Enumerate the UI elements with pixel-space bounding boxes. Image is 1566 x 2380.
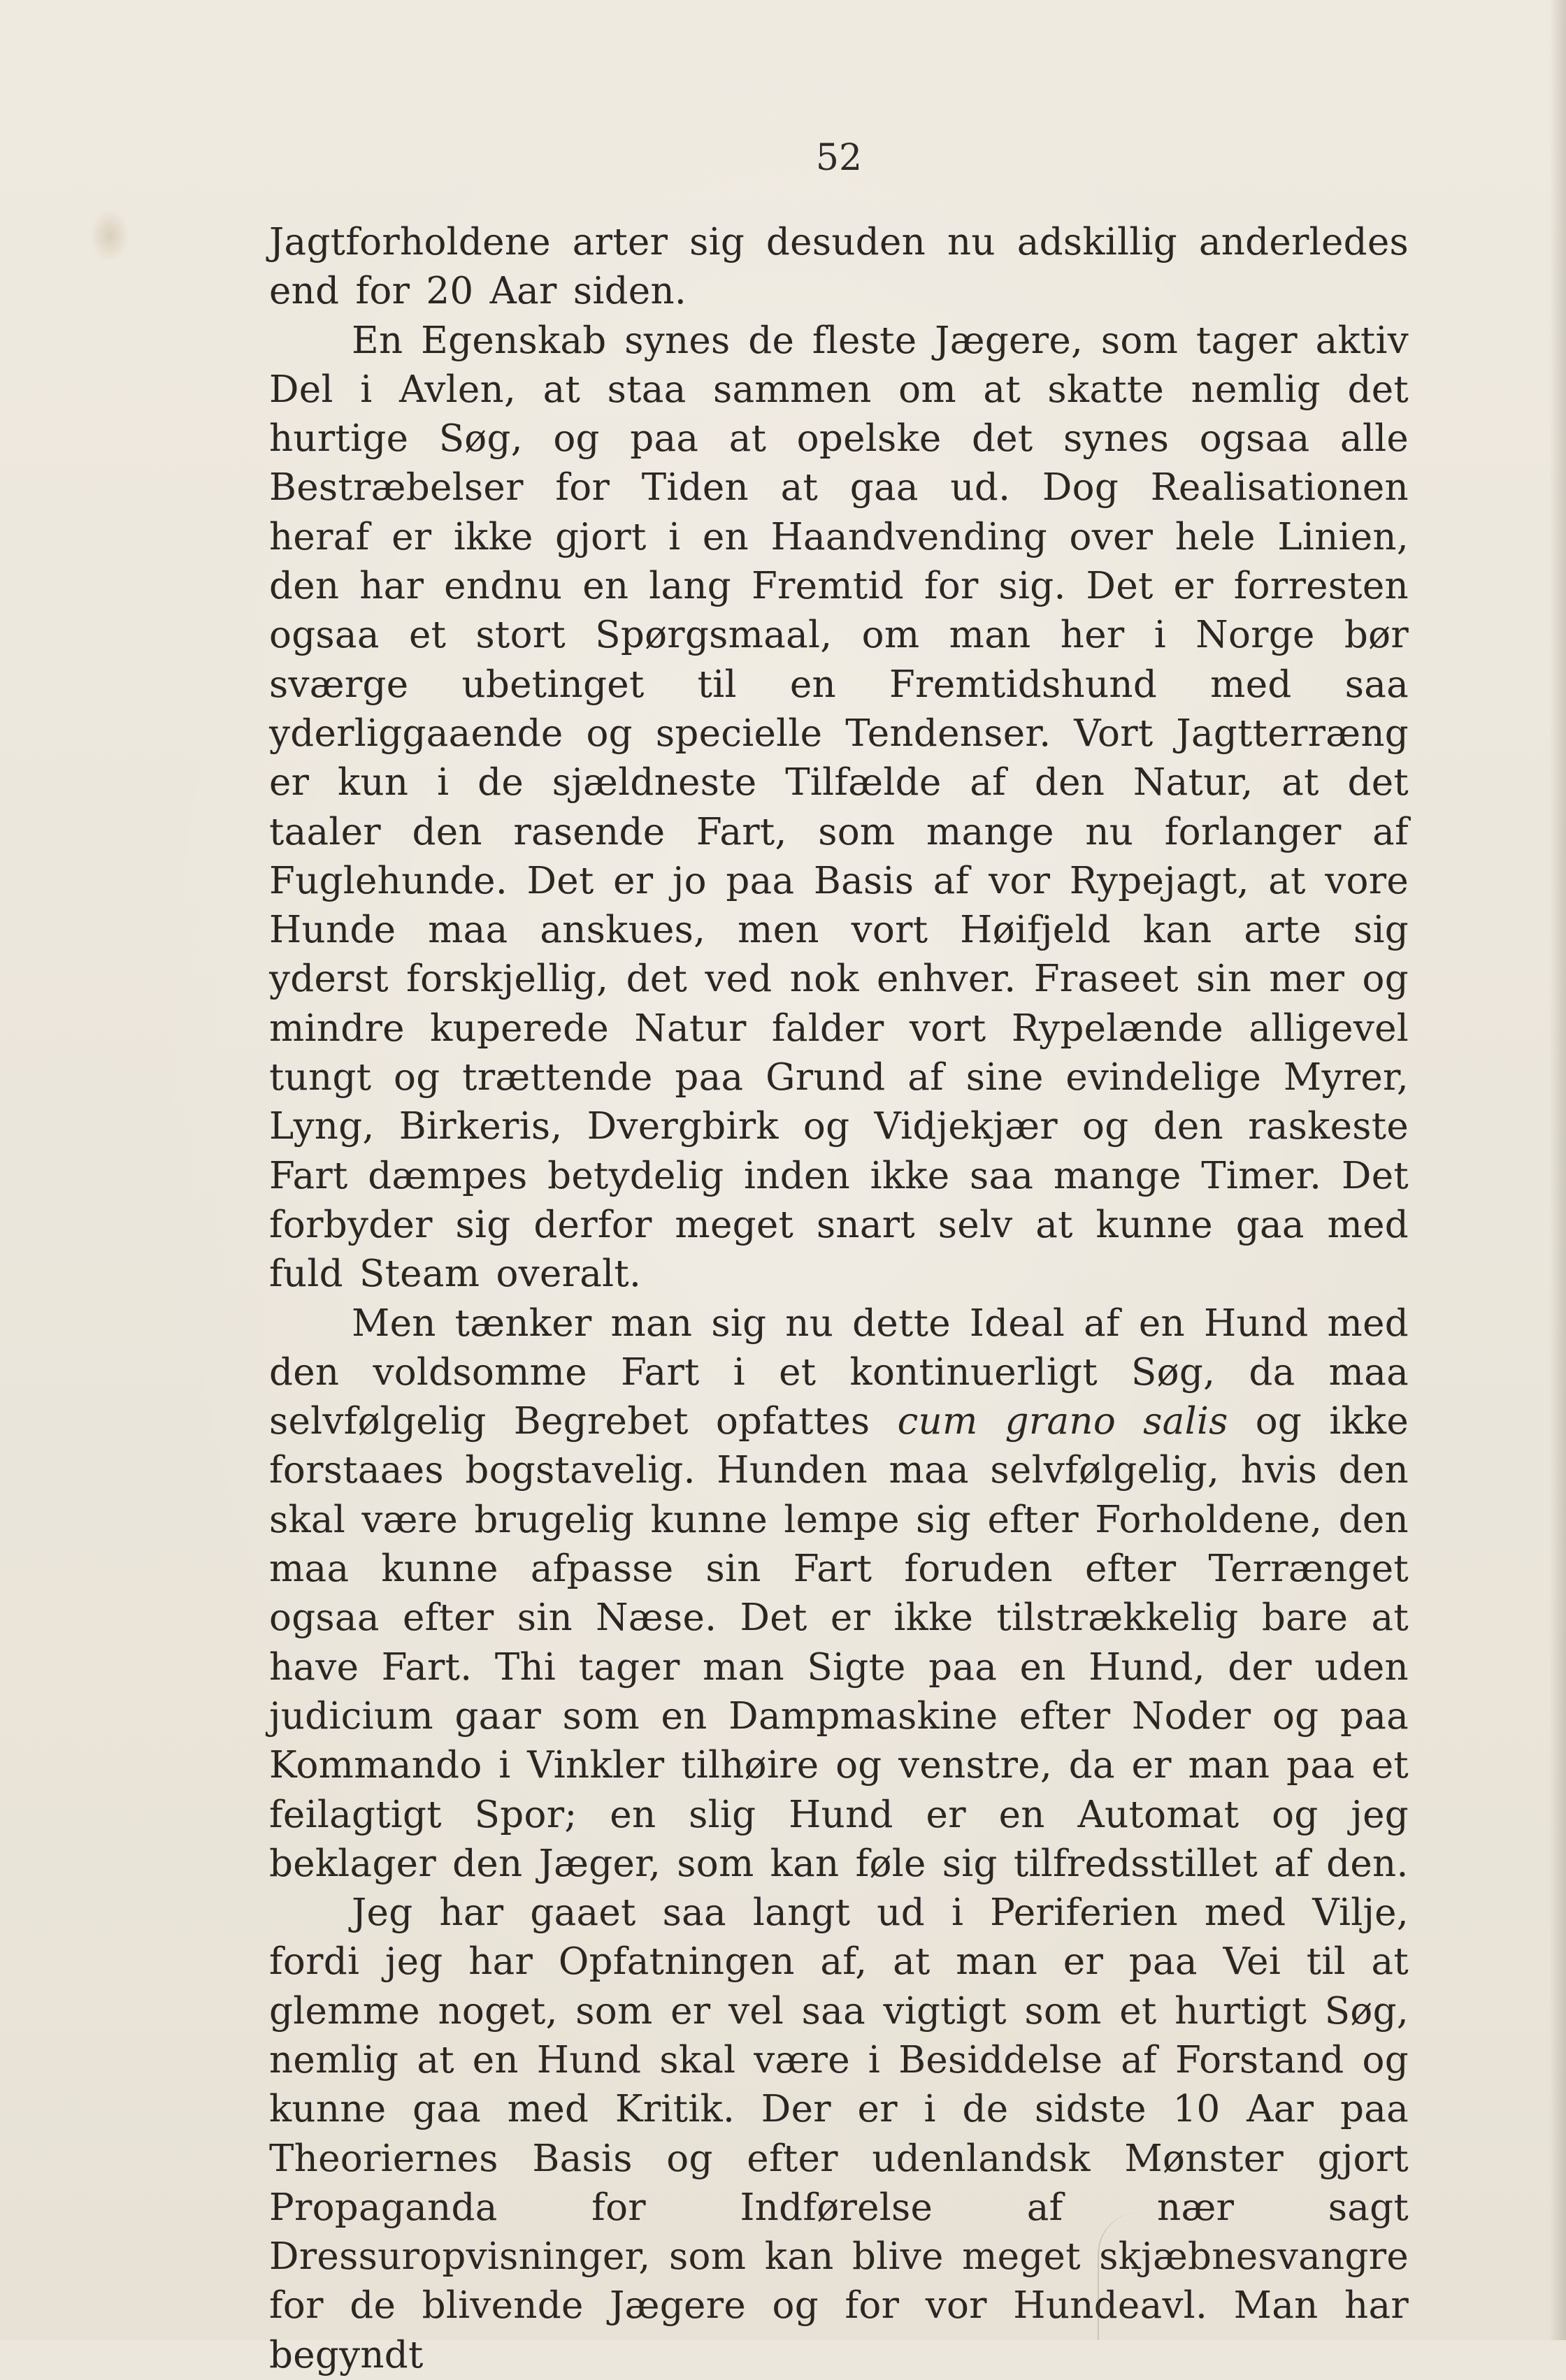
page-edge-shadow xyxy=(1549,0,1566,2340)
page-number: 52 xyxy=(815,137,863,179)
paragraph-2-text: En Egenskab synes de fleste Jægere, som tager aktiv Del i Avlen, at staa sammen om at skatte nemlig det hurtige Søg, og paa at opelske det synes ogsaa alle Bestræbelser for Tiden at gaa ud. Dog Realisationen heraf er ikke gjort i en Haandvending over hele Linien, den har endnu en lang Fremtid for sig. Det er forresten ogsaa et stort Spørgsmaal, om man her i Norge bør sværge ubetinget til en Fremtidshund med saa yderliggaaende og specielle Tendenser. Vort Jagtterræng er kun i de sjældneste Tilfælde af den Natur, at det taaler den rasende Fart, som mange nu forlanger af Fuglehunde. Det er jo paa Basis af vor Rypejagt, at vore Hunde maa anskues, men vort Høifjeld kan arte sig yderst forskjellig, det ved nok enhver. Fraseet sin mer og mindre kuperede Natur falder vort Rypelænde alligevel tungt og trættende paa Grund af sine evindelige Myrer, Lyng, Birkeris, Dvergbirk og Vidjekjær og den raskeste Fart dæmpes betydelig inden ikke saa mange Timer. Det forbyder sig derfor meget snart selv at kunne gaa med fuld Steam overalt. xyxy=(269,319,1409,1296)
paragraph-1 xyxy=(269,218,1409,317)
paragraph-3-text-start: Men tænker man sig nu dette Ideal af en Hund med den voldsomme Fart i et kontinuerligt Søg, da maa selvfølgelig Begrebet opfattes xyxy=(269,1301,1409,1443)
paper-stain xyxy=(89,208,130,263)
paragraph-3 xyxy=(269,1299,1409,1889)
latin-phrase: cum grano salis xyxy=(897,1400,1228,1443)
page-corner-mark xyxy=(1098,2212,1393,2340)
paragraph-1-text: Jagtforholdene arter sig desuden nu adskillig anderledes end for 20 Aar siden. xyxy=(269,221,1409,313)
paragraph-4-text: Jeg har gaaet saa langt ud i Periferien med Vilje, fordi jeg har Opfatningen af, at man er paa Vei til at glemme noget, som er vel saa vigtigt som et hurtigt Søg, nemlig at en Hund skal være i Besiddelse af Forstand og kunne gaa med Kritik. Der er i de sidste 10 Aar paa Theoriernes Basis og efter udenlandsk Mønster gjort Propaganda for Indførelse af nær sagt Dressuropvisninger, som kan blive meget skjæbnesvangre for de blivende Jægere og for vor Hundeavl. Man har begyndt xyxy=(269,1891,1409,2377)
paragraph-2 xyxy=(269,317,1409,1299)
body-text xyxy=(269,218,1409,2380)
paragraph-3-text-end: og ikke forstaaes bogstavelig. Hunden maa selvfølgelig, hvis den skal være brugelig kunne lempe sig efter Forholdene, den maa kunne afpasse sin Fart foruden efter Terrænget ogsaa efter sin Næse. Det er ikke tilstrækkelig bare at have Fart. Thi tager man Sigte paa en Hund, der uden judicium gaar som en Dampmaskine efter Noder og paa Kommando i Vinkler tilhøire og venstre, da er man paa et feilagtigt Spor; en slig Hund er en Automat og jeg beklager den Jæger, som kan føle sig tilfredsstillet af den. xyxy=(269,1400,1409,1885)
